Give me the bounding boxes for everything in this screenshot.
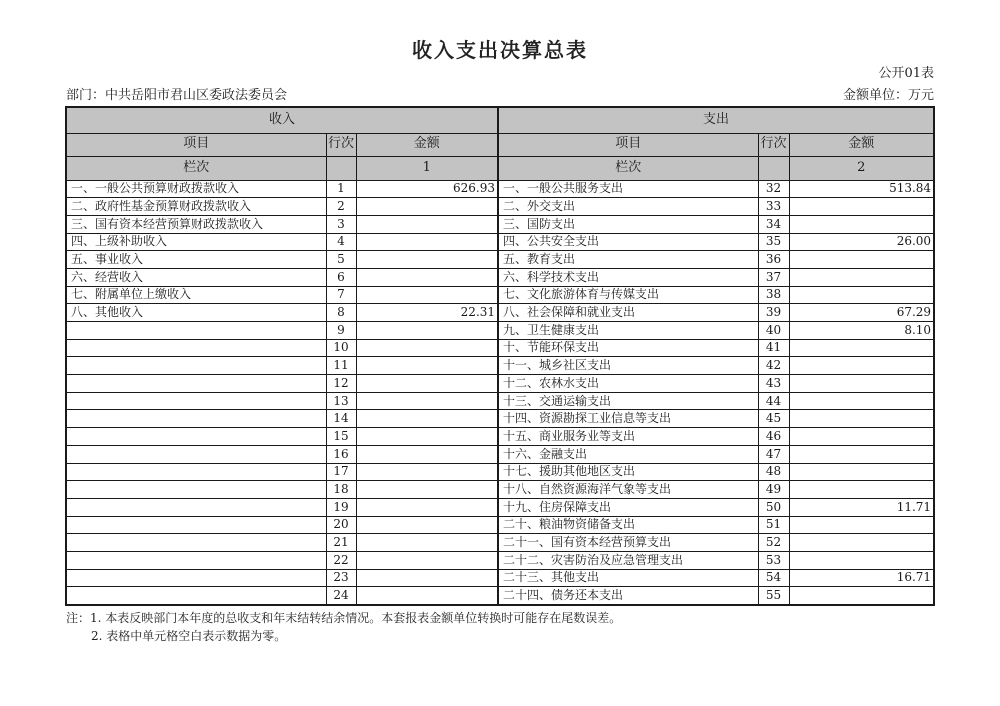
expense-amount-cell: 11.71 <box>789 498 934 516</box>
income-line-cell: 1 <box>326 180 356 198</box>
page-title: 收入支出决算总表 <box>412 38 588 62</box>
income-line-cell: 20 <box>326 516 356 534</box>
expense-amount-cell <box>789 428 934 446</box>
table-row <box>66 410 934 428</box>
income-amount-cell <box>356 268 498 286</box>
income-item-cell: 五、事业收入 <box>66 251 326 269</box>
income-line-header: 行次 <box>326 133 356 156</box>
expense-line-cell: 42 <box>758 357 789 375</box>
table-row <box>66 322 934 340</box>
table-row <box>66 498 934 516</box>
table-column-header-row <box>66 133 934 156</box>
income-item-cell <box>66 339 326 357</box>
income-amount-cell <box>356 375 498 393</box>
table-row <box>66 516 934 534</box>
expense-line-cell: 49 <box>758 481 789 499</box>
income-item-cell: 三、国有资本经营预算财政拨款收入 <box>66 215 326 233</box>
expense-amount-cell: 67.29 <box>789 304 934 322</box>
expense-item-cell: 二十三、其他支出 <box>498 569 758 587</box>
income-item-cell <box>66 516 326 534</box>
expense-item-cell: 二十二、灾害防治及应急管理支出 <box>498 551 758 569</box>
expense-item-cell: 十五、商业服务业等支出 <box>498 428 758 446</box>
expense-amount-cell <box>789 516 934 534</box>
expense-item-cell: 十八、自然资源海洋气象等支出 <box>498 481 758 499</box>
income-index-number: 1 <box>356 156 498 180</box>
income-item-cell <box>66 498 326 516</box>
expense-line-cell: 41 <box>758 339 789 357</box>
expense-index-line-blank <box>758 156 789 180</box>
expense-line-cell: 48 <box>758 463 789 481</box>
income-item-header: 项目 <box>66 133 326 156</box>
income-amount-cell <box>356 233 498 251</box>
income-line-cell: 8 <box>326 304 356 322</box>
expense-item-cell: 六、科学技术支出 <box>498 268 758 286</box>
table-row <box>66 569 934 587</box>
income-item-cell: 七、附属单位上缴收入 <box>66 286 326 304</box>
income-item-cell <box>66 375 326 393</box>
amount-unit-label: 金额单位：万元 <box>842 88 934 103</box>
expense-amount-cell <box>789 410 934 428</box>
expense-amount-cell <box>789 551 934 569</box>
expense-amount-cell <box>789 215 934 233</box>
expense-line-cell: 32 <box>758 180 789 198</box>
income-amount-cell <box>356 445 498 463</box>
income-amount-cell <box>356 286 498 304</box>
expense-amount-cell <box>789 198 934 216</box>
income-amount-cell <box>356 339 498 357</box>
expense-item-cell: 十一、城乡社区支出 <box>498 357 758 375</box>
expense-item-cell: 二、外交支出 <box>498 198 758 216</box>
table-row <box>66 233 934 251</box>
income-amount-header: 金额 <box>356 133 498 156</box>
expense-item-cell: 四、公共安全支出 <box>498 233 758 251</box>
income-line-cell: 7 <box>326 286 356 304</box>
income-item-cell <box>66 410 326 428</box>
expense-line-cell: 36 <box>758 251 789 269</box>
table-row <box>66 268 934 286</box>
income-amount-cell <box>356 428 498 446</box>
expense-amount-cell <box>789 534 934 552</box>
table-row <box>66 339 934 357</box>
table-row <box>66 304 934 322</box>
expense-item-cell: 十三、交通运输支出 <box>498 392 758 410</box>
income-item-cell <box>66 534 326 552</box>
income-line-cell: 22 <box>326 551 356 569</box>
income-line-cell: 3 <box>326 215 356 233</box>
table-row <box>66 587 934 605</box>
income-line-cell: 13 <box>326 392 356 410</box>
income-item-cell <box>66 551 326 569</box>
expense-item-cell: 三、国防支出 <box>498 215 758 233</box>
expense-index-label: 栏次 <box>498 156 758 180</box>
expense-section-header: 支出 <box>498 107 934 133</box>
expense-item-cell: 十四、资源勘探工业信息等支出 <box>498 410 758 428</box>
expense-amount-cell: 26.00 <box>789 233 934 251</box>
expense-line-cell: 46 <box>758 428 789 446</box>
expense-line-cell: 47 <box>758 445 789 463</box>
income-item-cell: 二、政府性基金预算财政拨款收入 <box>66 198 326 216</box>
income-line-cell: 12 <box>326 375 356 393</box>
expense-item-cell: 二十一、国有资本经营预算支出 <box>498 534 758 552</box>
table-row <box>66 375 934 393</box>
expense-line-cell: 35 <box>758 233 789 251</box>
expense-amount-cell <box>789 339 934 357</box>
income-item-cell: 八、其他收入 <box>66 304 326 322</box>
income-amount-cell <box>356 551 498 569</box>
department-label: 部门：中共岳阳市君山区委政法委员会 <box>66 88 288 103</box>
table-row <box>66 445 934 463</box>
income-amount-cell <box>356 357 498 375</box>
income-item-cell <box>66 322 326 340</box>
income-line-cell: 9 <box>326 322 356 340</box>
income-amount-cell <box>356 410 498 428</box>
income-line-cell: 21 <box>326 534 356 552</box>
expense-item-cell: 十二、农林水支出 <box>498 375 758 393</box>
income-amount-cell <box>356 516 498 534</box>
income-amount-cell <box>356 569 498 587</box>
expense-item-cell: 十七、援助其他地区支出 <box>498 463 758 481</box>
expense-line-cell: 55 <box>758 587 789 605</box>
expense-amount-cell <box>789 251 934 269</box>
expense-amount-header: 金额 <box>789 133 934 156</box>
income-item-cell <box>66 587 326 605</box>
income-item-cell: 四、上级补助收入 <box>66 233 326 251</box>
income-index-line-blank <box>326 156 356 180</box>
expense-amount-cell <box>789 481 934 499</box>
table-row <box>66 286 934 304</box>
expense-item-cell: 十六、金融支出 <box>498 445 758 463</box>
expense-line-cell: 45 <box>758 410 789 428</box>
income-item-cell <box>66 392 326 410</box>
income-item-cell <box>66 463 326 481</box>
table-row <box>66 463 934 481</box>
table-code-label: 公开01表 <box>878 66 934 81</box>
income-amount-cell <box>356 392 498 410</box>
income-line-cell: 19 <box>326 498 356 516</box>
income-line-cell: 17 <box>326 463 356 481</box>
expense-line-cell: 54 <box>758 569 789 587</box>
income-line-cell: 15 <box>326 428 356 446</box>
income-line-cell: 5 <box>326 251 356 269</box>
income-amount-cell: 22.31 <box>356 304 498 322</box>
income-amount-cell <box>356 251 498 269</box>
income-amount-cell <box>356 587 498 605</box>
expense-amount-cell <box>789 463 934 481</box>
expense-line-cell: 39 <box>758 304 789 322</box>
expense-item-cell: 九、卫生健康支出 <box>498 322 758 340</box>
income-line-cell: 18 <box>326 481 356 499</box>
income-item-cell: 六、经营收入 <box>66 268 326 286</box>
table-row <box>66 534 934 552</box>
income-amount-cell <box>356 198 498 216</box>
expense-line-cell: 44 <box>758 392 789 410</box>
income-line-cell: 10 <box>326 339 356 357</box>
income-section-header: 收入 <box>66 107 498 133</box>
expense-line-cell: 50 <box>758 498 789 516</box>
expense-item-cell: 二十四、债务还本支出 <box>498 587 758 605</box>
income-amount-cell <box>356 322 498 340</box>
income-amount-cell <box>356 481 498 499</box>
income-line-cell: 14 <box>326 410 356 428</box>
table-row <box>66 251 934 269</box>
expense-line-cell: 51 <box>758 516 789 534</box>
income-line-cell: 2 <box>326 198 356 216</box>
expense-line-cell: 33 <box>758 198 789 216</box>
expense-item-header: 项目 <box>498 133 758 156</box>
expense-amount-cell <box>789 357 934 375</box>
income-amount-cell <box>356 498 498 516</box>
table-row <box>66 428 934 446</box>
income-amount-cell <box>356 215 498 233</box>
expense-amount-cell: 513.84 <box>789 180 934 198</box>
table-row <box>66 551 934 569</box>
table-row <box>66 215 934 233</box>
income-item-cell <box>66 569 326 587</box>
table-index-row <box>66 156 934 180</box>
table-row <box>66 198 934 216</box>
income-item-cell <box>66 445 326 463</box>
table-row <box>66 357 934 375</box>
expense-amount-cell: 8.10 <box>789 322 934 340</box>
expense-line-cell: 43 <box>758 375 789 393</box>
expense-line-cell: 38 <box>758 286 789 304</box>
income-item-cell: 一、一般公共预算财政拨款收入 <box>66 180 326 198</box>
table-body <box>66 180 934 605</box>
income-amount-cell: 626.93 <box>356 180 498 198</box>
expense-item-cell: 二十、粮油物资储备支出 <box>498 516 758 534</box>
expense-line-header: 行次 <box>758 133 789 156</box>
income-line-cell: 6 <box>326 268 356 286</box>
expense-amount-cell <box>789 268 934 286</box>
table-row <box>66 481 934 499</box>
expense-line-cell: 34 <box>758 215 789 233</box>
income-amount-cell <box>356 463 498 481</box>
table-row <box>66 180 934 198</box>
income-amount-cell <box>356 534 498 552</box>
income-item-cell <box>66 357 326 375</box>
expense-item-cell: 十九、住房保障支出 <box>498 498 758 516</box>
footer-notes <box>66 609 621 645</box>
expense-item-cell: 五、教育支出 <box>498 251 758 269</box>
table-row <box>66 392 934 410</box>
income-line-cell: 24 <box>326 587 356 605</box>
note-line-2: 2. 表格中单元格空白表示数据为零。 <box>91 629 287 643</box>
income-line-cell: 23 <box>326 569 356 587</box>
expense-amount-cell <box>789 286 934 304</box>
expense-amount-cell <box>789 375 934 393</box>
expense-item-cell: 十、节能环保支出 <box>498 339 758 357</box>
income-line-cell: 16 <box>326 445 356 463</box>
expense-line-cell: 52 <box>758 534 789 552</box>
income-item-cell <box>66 481 326 499</box>
expense-amount-cell: 16.71 <box>789 569 934 587</box>
income-line-cell: 11 <box>326 357 356 375</box>
income-item-cell <box>66 428 326 446</box>
note-line-1: 注：1. 本表反映部门本年度的总收支和年末结转结余情况。本套报表金额单位转换时可能存在尾数误差。 <box>66 611 622 625</box>
expense-item-cell: 七、文化旅游体育与传媒支出 <box>498 286 758 304</box>
expense-amount-cell <box>789 587 934 605</box>
income-index-label: 栏次 <box>66 156 326 180</box>
expense-amount-cell <box>789 392 934 410</box>
expense-line-cell: 40 <box>758 322 789 340</box>
expense-item-cell: 一、一般公共服务支出 <box>498 180 758 198</box>
final-accounts-table <box>65 106 935 606</box>
expense-line-cell: 37 <box>758 268 789 286</box>
expense-line-cell: 53 <box>758 551 789 569</box>
income-line-cell: 4 <box>326 233 356 251</box>
expense-amount-cell <box>789 445 934 463</box>
table-section-header-row <box>66 107 934 133</box>
expense-item-cell: 八、社会保障和就业支出 <box>498 304 758 322</box>
expense-index-number: 2 <box>789 156 934 180</box>
